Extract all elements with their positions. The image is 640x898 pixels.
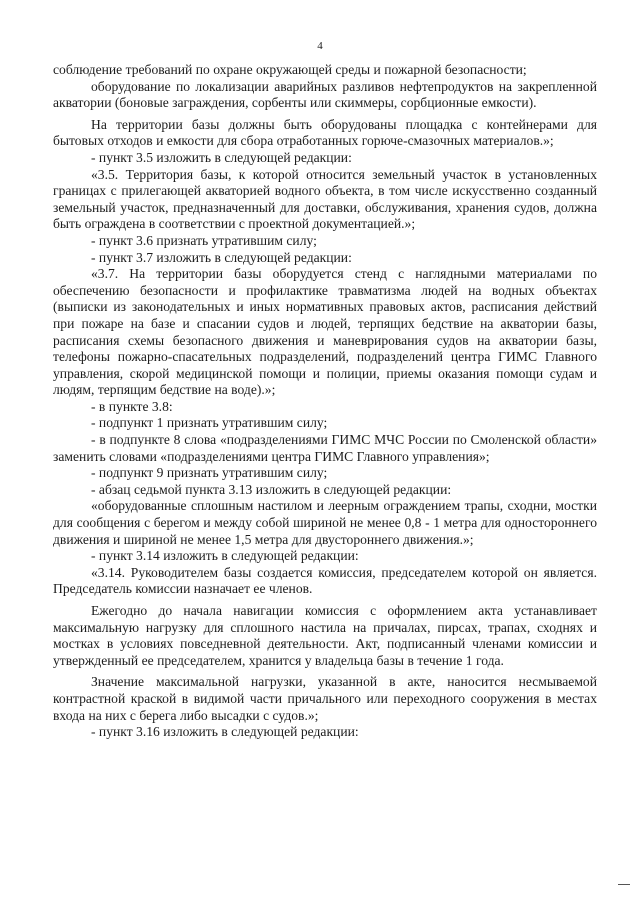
paragraph-item-3-14-intro: - пункт 3.14 изложить в следующей редакции: <box>91 548 359 564</box>
paragraph-item-3-7: «3.7. На территории базы оборудуется стенд с наглядными материалами по обеспечению безопасности и профилактике травматизма людей на водных объектах (выписки из законодательных и иных нормативных правовых актов, расписания действий при пожаре на базе и спасании судов и людей, терпящих бедствие на акватории базы, расписания схемы безопасного движения и маневрирования судов на акватории базы, телефоны пожарно-спасательных подразделений, подразделений центра ГИМС Главного управления, скорой медицинской помощи и полиции, приемы оказания помощи судам и людям, терпящим бедствие на воде).»; <box>53 266 597 398</box>
paragraph-load-marking: Значение максимальной нагрузки, указанной в акте, наносится несмываемой контрастной краской в видимой части причального или переходного сооружения в местах входа на них с берега либо высадки с судов.»; <box>53 674 597 723</box>
paragraph-spill-equipment: оборудование по локализации аварийных разливов нефтепродуктов на закрепленной акватории (боновые заграждения, сорбенты или скиммеры, сорбционные емкости). <box>53 78 597 111</box>
paragraph-item-3-13-intro: - абзац седьмой пункта 3.13 изложить в следующей редакции: <box>91 481 452 497</box>
page-number: 4 <box>317 40 323 52</box>
paragraph-item-3-16-intro: - пункт 3.16 изложить в следующей редакции: <box>91 724 359 740</box>
paragraph-load-commission: Ежегодно до начала навигации комиссия с оформлением акта устанавливает максимальную нагрузку для сплошного настила на причалах, пирсах, трапах, сходнях и мостках в условиях повседневной деятельности. Акт, подписанный членами комиссии и утвержденный ее председателем, хранится у владельца базы в течение 1 года. <box>53 603 597 668</box>
paragraph-item-3-13: «оборудованные сплошным настилом и леерным ограждением трапы, сходни, мостки для сообщения с берегом и между собой шириной не менее 0,8 - 1 метра для одностороннего движения и шириной не менее 1,5 метра для двустороннего движения.»; <box>53 498 597 547</box>
paragraph-item-3-5-intro: - пункт 3.5 изложить в следующей редакции: <box>91 149 352 165</box>
paragraph-item-3-6: - пункт 3.6 признать утратившим силу; <box>91 232 317 248</box>
paragraph-subitem-9: - подпункт 9 признать утратившим силу; <box>91 465 328 481</box>
paragraph-waste-containers: На территории базы должны быть оборудованы площадка с контейнерами для бытовых отходов и емкости для сбора отработанных горюче-смазочных материалов.»; <box>53 116 597 149</box>
document-body <box>53 62 597 741</box>
paragraph-environment: соблюдение требований по охране окружающей среды и пожарной безопасности; <box>53 62 527 77</box>
paragraph-item-3-7-intro: - пункт 3.7 изложить в следующей редакции: <box>91 249 352 265</box>
paragraph-item-3-14: «3.14. Руководителем базы создается комиссия, председателем которой он является. Председатель комиссии назначает ее членов. <box>53 564 597 597</box>
scan-edge-mark <box>618 884 630 885</box>
paragraph-item-3-5: «3.5. Территория базы, к которой относится земельный участок в установленных границах с прилегающей акваторией водного объекта, в том числе искусственно созданный земельный участок, предназначенный для доставки, обслуживания, хранения судов, должна быть ограждена в соответствии с проектной документацией.»; <box>53 166 597 232</box>
paragraph-item-3-8-intro: - в пункте 3.8: <box>91 398 173 414</box>
paragraph-subitem-1: - подпункт 1 признать утратившим силу; <box>91 415 328 431</box>
paragraph-subitem-8: - в подпункте 8 слова «подразделениями ГИМС МЧС России по Смоленской области» заменить словами «подразделениями центра ГИМС Главного управления»; <box>53 432 597 464</box>
